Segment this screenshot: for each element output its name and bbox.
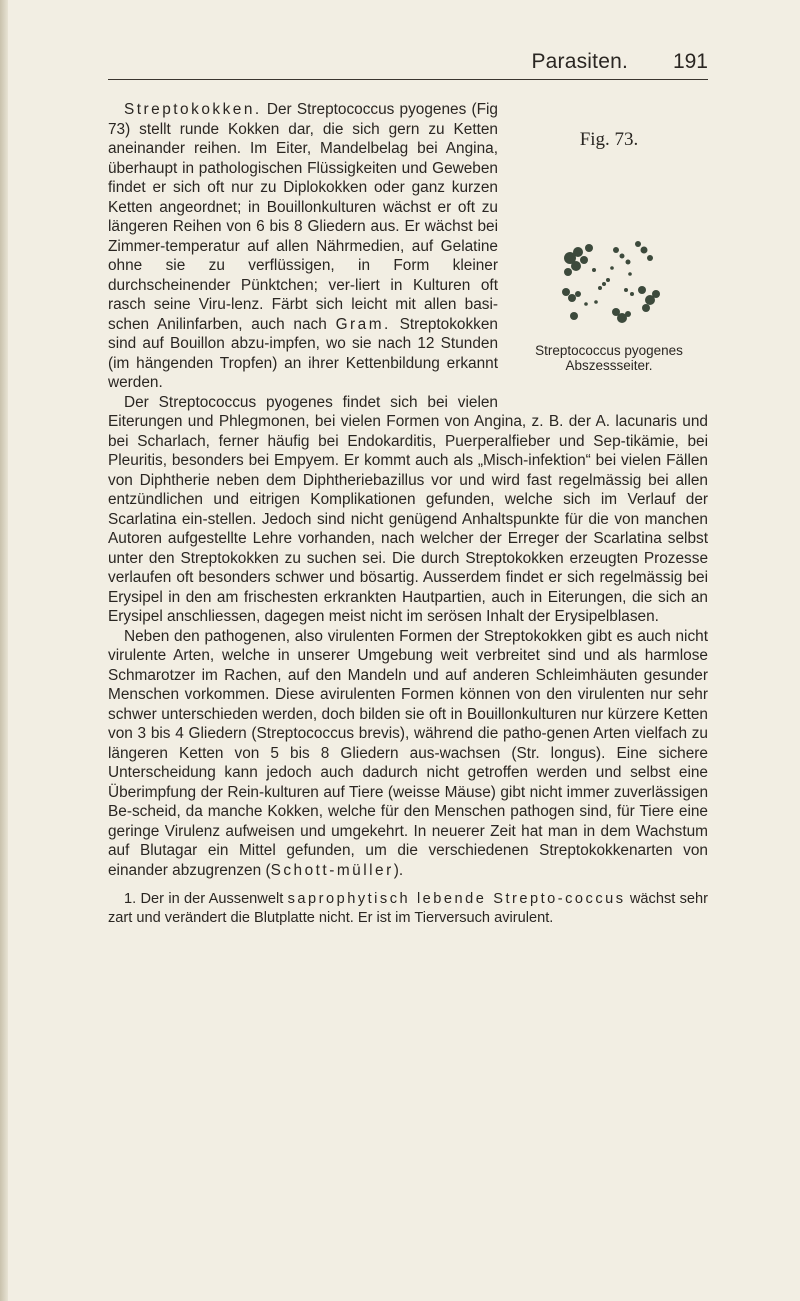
micrograph-image	[556, 230, 666, 330]
paragraph-1-text: Der Streptococcus pyogenes (Fig 73) stellt runde Kokken dar, die sich gern zu Ketten aneinander reihen. Im Eiter, Mandelbelag bei Angina, überhaupt in pathologischen Flüssigkeiten und Geweben findet er sich oft nur zu Diplokokken oder ganz kurzen Ketten angeordnet; in Bouillonkulturen wächst er oft zu längeren Reihen von 6 bis 8 Gliedern aus. Er wächst bei Zimmer-temperatur auf allen Nährmedien, auf Gelatine ohne sie zu verflüssigen, in Form kleiner durchscheinender Pünktchen; ver-liert in Kulturen oft rasch seine Viru-lenz. Färbt sich leicht mit allen basi-schen Anilinfarben, auch nach	[108, 101, 498, 333]
page-number: 191	[672, 50, 708, 73]
figure-label: Fig. 73.	[579, 129, 639, 150]
section-heading: Streptokokken.	[124, 101, 262, 118]
page-edge	[0, 0, 8, 1301]
running-title: Parasiten.	[531, 50, 628, 73]
footnote-spaced: saprophytisch lebende Strepto-coccus	[287, 891, 626, 907]
page-header	[108, 50, 708, 80]
figure-caption	[506, 343, 712, 373]
footnote-intro: 1. Der in der Aussenwelt	[124, 891, 288, 907]
figure-73	[506, 100, 712, 395]
paragraph-2: Der Streptococcus pyogenes findet sich bei vielen Eiterungen und Phlegmonen, bei vielen Formen von Angina, z. B. der A. lacunaris und bei Scharlach, ferner häufig bei Endokarditis, Puerperalfieber und Sep-tikämie, bei Pleuritis, besonders bei Empyem. Er kommt auch als „Misch-infektion“ bei vielen Fällen von Diphtherie neben dem Diphtheriebazillus vor und wird fast regelmässig bei allen entzündlichen und eitrigen Komplikationen gefunden, welche sich im Verlauf der Scarlatina ein-stellen. Jedoch sind nicht genügend Anhaltspunkte für die von manchen Autoren aufgestellte Lehre vorhanden, nach welcher der Erreger der Scarlatina selbst unter den Streptokokken zu suchen sei. Die durch Streptokokken erzeugten Prozesse verlaufen oft besonders schwer und bösartig. Ausserdem findet er sich regelmässig bei Erysipel in den am frischesten erkrankten Hautpartien, auch in Eiterungen, die sich an Erysipel anschliessen, dagegen meist nicht im serösen Inhalt der Erysipelblasen.	[108, 393, 708, 625]
paragraph-3-text: Neben den pathogenen, also virulenten Formen der Streptokokken gibt es auch nicht virulente Arten, welche in unserer Umgebung weit verbreitet sind und als harmlose Schmarotzer im Rachen, auf den Mandeln und auf anderen Schleimhäuten gesunder Menschen vorkommen. Diese avirulenten Formen können von den virulenten nur sehr schwer unterschieden werden, doch bilden sie oft in Bouillonkulturen nur kürzere Ketten von 3 bis 4 Gliedern (Streptococcus brevis), während die patho-genen Arten vielfach zu längeren Ketten von 5 bis 8 Gliedern aus-wachsen (Str. longus). Eine sichere Unterscheidung kann jedoch auch dadurch nicht getroffen werden und selbst eine Überimpfung der Rein-kulturen auf Tiere (weisse Mäuse) gibt nicht immer zuverlässigen Be-scheid, da manche Kokken, welche für den Menschen pathogen sind, für Tiere eine geringe Virulenz aufweisen und umgekehrt. In neuerer Zeit hat man in dem Wachstum auf Blutagar ein Mittel gefunden, um die verschiedenen Streptokokkenarten von einander abzugrenzen (	[108, 627, 708, 879]
paragraph-1-text-2: Streptokokken sind auf Bouillon abzu-impfen, wo sie nach 12 Stunden (im hängenden Tropfen) an ihrer Kettenbildung erkannt werden.	[108, 315, 498, 391]
paragraph-3	[108, 627, 708, 881]
footnote-rest: wächst sehr zart und verändert die Blutplatte nicht. Er ist im Tierversuch avirulent.	[108, 891, 709, 926]
caption-line-1: Streptococcus pyogenes	[535, 343, 683, 358]
author-name: Schott-müller	[270, 861, 394, 879]
main-text	[108, 100, 708, 927]
caption-line-2: Abszessseiter.	[565, 358, 653, 373]
header-rule	[108, 79, 708, 80]
gram-term: Gram.	[335, 315, 391, 333]
footnote	[108, 890, 708, 927]
paragraph-3-end: ).	[393, 861, 404, 879]
